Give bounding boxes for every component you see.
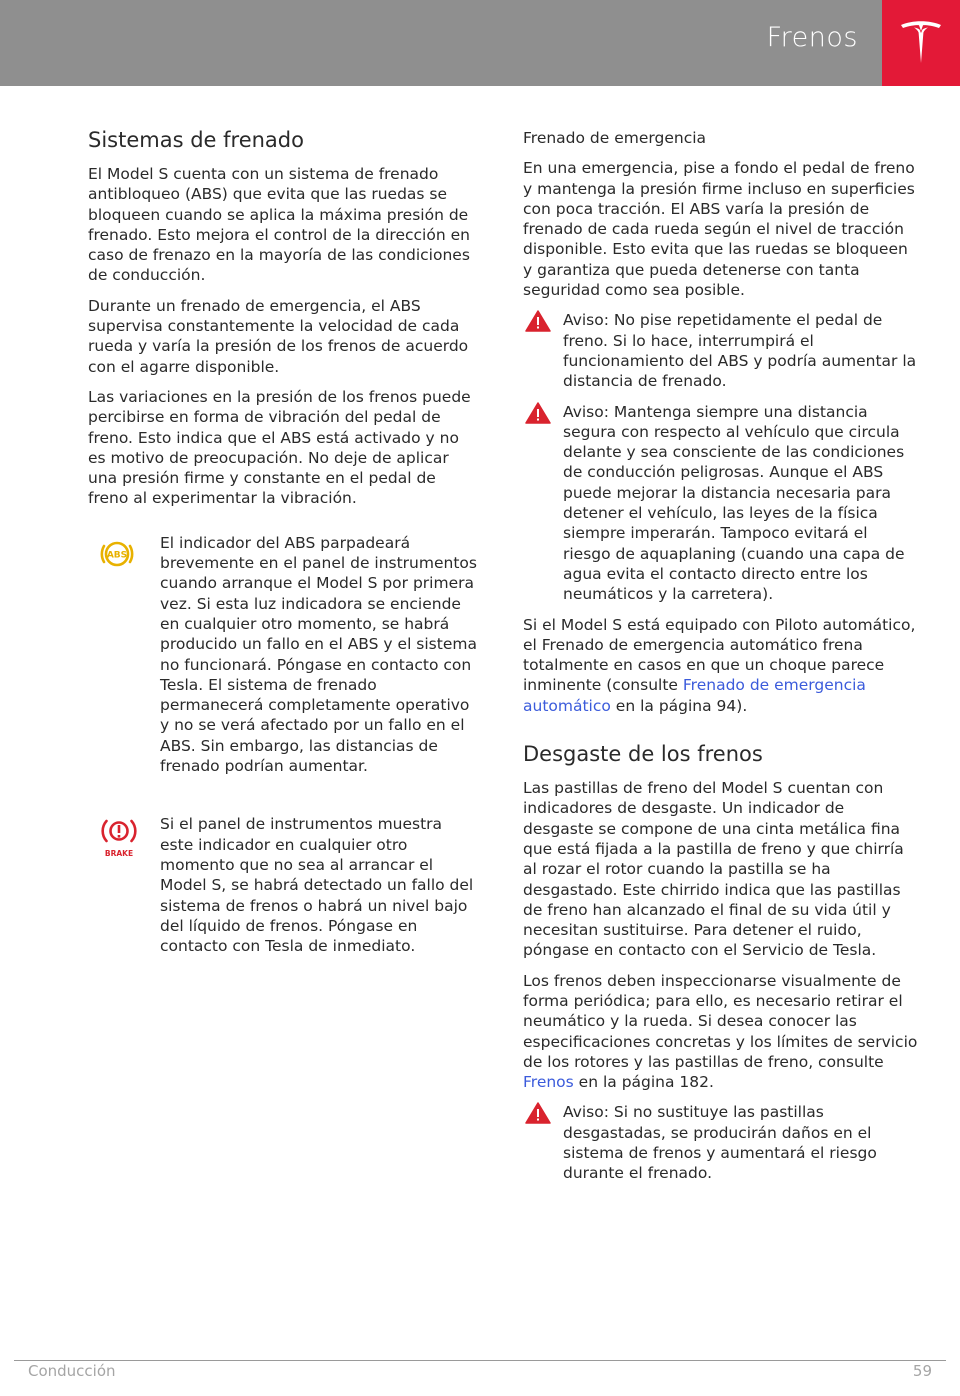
- paragraph: Las pastillas de freno del Model S cuentan con indicadores de desgaste. Un indicador de desgaste se compone de una cinta metálica fina que está fijada a la pastilla de freno y que chirría al rozar el rotor cuando la pastilla se ha desgastado. Este chirrido indica que las pastillas de freno han alcanzado el final de su vida útil y necesitan sustituirse. Para detener el ruido, póngase en contacto con el Servicio de Tesla.: [523, 779, 904, 960]
- paragraph: Las variaciones en la presión de los frenos puede percibirse en forma de vibración del pedal de freno. Esto indica que el ABS está activado y no es motivo de preocupación. No deje de aplicar una presión firme y constante en el pedal de freno al experimentar la vibración.: [88, 387, 471, 508]
- page-header: [0, 0, 960, 86]
- warning-text: Aviso: Si no sustituye las pastillas desgastadas, se producirán daños en el sistema de frenos y aumentará el riesgo durante el frenado.: [563, 1103, 877, 1183]
- brake-indicator-text: Si el panel de instrumentos muestra este indicador en cualquier otro momento que no sea al arrancar el Model S, se habrá detectado un fallo del sistema de frenos o habrá un nivel bajo del líquido de frenos. Póngase en contacto con Tesla de inmediato.: [160, 815, 474, 956]
- warning-triangle-icon: [525, 310, 551, 336]
- abs-warning-icon: [100, 537, 134, 575]
- paragraph-inspeccion: [523, 971, 919, 1093]
- text-segment: en la página 94).: [610, 696, 748, 715]
- left-column: [88, 126, 480, 956]
- link-frenado-emergencia-automatico[interactable]: Frenado de emergencia automático: [523, 676, 866, 715]
- abs-indicator-block: [88, 533, 480, 777]
- abs-indicator-text: El indicador del ABS parpadeará brevemente en el panel de instrumentos cuando arranque el Model S por primera vez. Si esta luz indicadora se enciende en cualquier otro momento, se habrá producido un fallo en el ABS y el sistema no funcionará. Póngase en contacto con Tesla. El sistema de frenado permanecerá completamente operativo y no se verá afectado por un fallo en el ABS. Sin embargo, las distancias de frenado podrían aumentar.: [160, 533, 477, 776]
- abs-icon-label: ABS: [106, 550, 128, 561]
- footer-divider: [14, 1360, 946, 1361]
- warning-triangle-icon: [525, 402, 551, 428]
- warning-text: Aviso: Mantenga siempre una distancia segura con respecto al vehículo que circula delante y sea consciente de las condiciones de conducción peligrosas. Aunque el ABS puede mejorar la distancia necesaria para detener el vehículo, las leyes de la física siempre imperarán. Tampoco evitará el riesgo de aquaplaning (cuando una capa de agua evita el contacto directo entre los neumáticos y la carretera).: [563, 402, 905, 604]
- warning-block: [523, 310, 919, 391]
- right-column: [523, 128, 919, 1194]
- tesla-logo-icon: [898, 19, 944, 67]
- warning-text: Aviso: No pise repetidamente el pedal de freno. Si lo hace, interrumpirá el funcionamiento del ABS y podría aumentar la distancia de frenado.: [563, 311, 917, 391]
- tesla-logo: [882, 0, 960, 86]
- subheading-frenado-emergencia: Frenado de emergencia: [523, 129, 707, 147]
- warning-block: [523, 402, 919, 605]
- warning-triangle-icon: [525, 1102, 551, 1128]
- brake-icon-label: BRAKE: [104, 849, 134, 859]
- link-frenos[interactable]: Frenos: [523, 1073, 574, 1092]
- page-number: 59: [912, 1362, 932, 1380]
- text-segment: en la página 182.: [573, 1073, 714, 1092]
- section-heading-sistemas: Sistemas de frenado: [88, 128, 304, 152]
- section-heading-desgaste: Desgaste de los frenos: [523, 742, 763, 767]
- text-segment: Los frenos deben inspeccionarse visualmente de forma periódica; para ello, es necesario retirar el neumático y la rueda. Si desea conocer las especificaciones concretas y los límites de servicio de los rotores y las pastillas de freno, consulte: [523, 971, 918, 1071]
- paragraph: El Model S cuenta con un sistema de frenado antibloqueo (ABS) que evita que las ruedas se bloqueen cuando se aplica la máxima presión de frenado. Esto mejora el control de la dirección en caso de frenazo en la mayoría de las condiciones de conducción.: [88, 165, 470, 285]
- paragraph-piloto-automatico: [523, 615, 919, 716]
- page-title: Frenos: [766, 22, 858, 53]
- brake-indicator-block: [88, 814, 480, 956]
- brake-warning-icon: [100, 816, 138, 864]
- paragraph: En una emergencia, pise a fondo el pedal de freno y mantenga la presión firme incluso en superficies con poca tracción. El ABS varía la presión de frenado de cada rueda según el nivel de tracción disponible. Esto evita que las ruedas se bloqueen y garantiza que pueda detenerse con tanta seguridad como sea posible.: [523, 159, 915, 300]
- warning-block: [523, 1102, 919, 1183]
- footer-section: Conducción: [28, 1362, 116, 1380]
- text-segment: Si el Model S está equipado con Piloto automático, el Frenado de emergencia automático frena totalmente en casos en que un choque parece inminente (consulte: [523, 615, 916, 695]
- paragraph: Durante un frenado de emergencia, el ABS supervisa constantemente la velocidad de cada rueda y varía la presión de los frenos de acuerdo con el agarre disponible.: [88, 296, 469, 376]
